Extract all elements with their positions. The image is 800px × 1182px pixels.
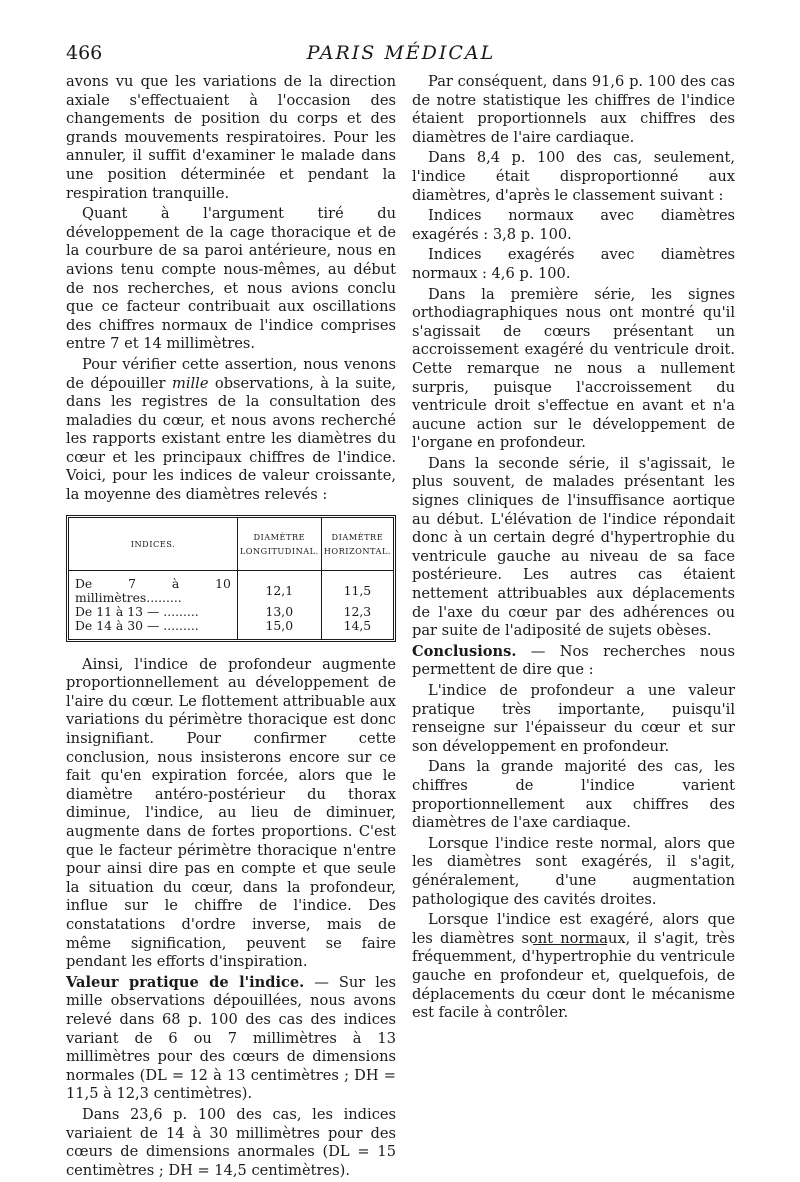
right-paragraph-7 (412, 643, 735, 680)
header-horizontal: DIAMÈTRE HORIZONTAL. (321, 518, 393, 571)
page-number: 466 (66, 42, 103, 64)
journal-title: PARIS MÉDICAL (306, 42, 496, 64)
right-paragraph-1: Par conséquent, dans 91,6 p. 100 des cas de notre statistique les chiffres de l'indice étaient proportionnels aux chiffres des diamètres de l'aire cardiaque. (412, 73, 735, 146)
header-indices: INDICES. (69, 518, 237, 571)
row-label: De 7 à 10 millimètres......... (75, 575, 231, 605)
row-horizontal: 14,5 (321, 619, 393, 639)
paragraph-text: Pour vérifier cette assertion, nous venons de dépouiller (66, 355, 396, 392)
left-column (66, 73, 396, 1182)
row-label: De 14 à 30 — ......... (75, 617, 199, 633)
table-row (69, 619, 393, 639)
section-heading: Valeur pratique de l'indice. (66, 973, 305, 991)
page-header (66, 42, 736, 70)
table-grid (69, 518, 393, 639)
right-paragraph-2: Dans 8,4 p. 100 des cas, seulement, l'indice était disproportionné aux diamètres, d'après le classement suivant : (412, 149, 735, 204)
right-paragraph-9: Dans la grande majorité des cas, les chiffres de l'indice varient proportionnellement aux chiffres des diamètres de l'axe cardiaque. (412, 758, 735, 832)
right-paragraph-11: Lorsque l'indice est exagéré, alors que les diamètres sont normaux, il s'agit, très fréquemment, d'hypertrophie du ventricule gauche en profondeur et, quelquefois, de déplacements du cœur dont le mécanisme est facile à contrôler. (412, 911, 735, 1022)
right-paragraph-8: L'indice de profondeur a une valeur pratique très importante, puisqu'il renseigne sur l'épaisseur du cœur et sur son développement en profondeur. (412, 682, 735, 755)
header-longitudinal: DIAMÈTRE LONGITUDINAL. (237, 518, 321, 571)
right-paragraph-4: Indices exagérés avec diamètres normaux : 4,6 p. 100. (412, 246, 735, 282)
right-paragraph-3: Indices normaux avec diamètres exagérés : 3,8 p. 100. (412, 207, 735, 243)
left-paragraph-2: Quant à l'argument tiré du développement de la cage thoracique et de la courbure de sa paroi antérieure, nous en avions tenu compte nous-mêmes, au début de nos recherches, et nous avions conclu que ce facteur contribuait aux oscillations des chiffres normaux de l'indice comprises entre 7 et 14 millimètres. (66, 205, 396, 353)
left-paragraph-4: Ainsi, l'indice de profondeur augmente proportionnellement au développement de l'aire du cœur. Le flottement attribuable aux variations du périmètre thoracique est donc insignifiant. Pour confirmer cette conclusion, nous insisterons encore sur ce fait qu'en expiration forcée, alors que le diamètre antéro-postérieur du thorax diminue, l'indice, au lieu de diminuer, augmente dans de fortes proportions. C'est que le facteur périmètre thoracique n'entre pour ainsi dire pas en compte et que seule la situation du cœur, dans la profondeur, influe sur le chiffre de l'indice. Des constatations d'ordre inverse, mais de même signification, peuvent se faire pendant les efforts d'inspiration. (66, 655, 396, 971)
paragraph-text: observations, à la suite, dans les registres de la consultation des maladies du cœur, et nous avons recherché les rapports existant entre les diamètres du cœur et les principaux chiffres de l'indice. Voici, pour les indices de valeur croissante, la moyenne des diamètres relevés : (66, 374, 396, 504)
paragraph-text: — Sur les mille observations dépouillées, nous avons relevé dans 68 p. 100 des cas des indices variant de 6 ou 7 millimètres à 13 millimètres pour des cœurs de dimensions normales (DL = 12 à 13 centimètres ; DH = 11,5 à 12,3 centimètres). (66, 973, 396, 1103)
table-header-row (69, 518, 393, 571)
end-rule (533, 944, 607, 945)
paragraph-text: — Nos recherches nous permettent de dire que : (412, 642, 735, 679)
row-horizontal: 11,5 (321, 570, 393, 605)
table-row (69, 570, 393, 605)
table-row (69, 605, 393, 619)
section-heading: Conclusions. (412, 642, 517, 660)
row-longitudinal: 13,0 (237, 605, 321, 619)
left-paragraph-1: avons vu que les variations de la direction axiale s'effectuaient à l'occasion des changements de position du corps et des grands mouvements respiratoires. Pour les annuler, il suffit d'examiner le malade dans une position déterminée et pendant la respiration tranquille. (66, 73, 396, 202)
emphasis-mille: mille (171, 374, 209, 392)
right-paragraph-10: Lorsque l'indice reste normal, alors que les diamètres sont exagérés, il s'agit, généralement, d'une augmentation pathologique des cavités droites. (412, 834, 735, 908)
left-paragraph-5 (66, 974, 396, 1104)
diameters-table (66, 515, 396, 642)
right-column (412, 73, 735, 1025)
row-longitudinal: 12,1 (237, 570, 321, 605)
row-horizontal: 12,3 (321, 605, 393, 619)
left-paragraph-3 (66, 356, 396, 505)
right-paragraph-5: Dans la première série, les signes orthodiagraphiques nous ont montré qu'il s'agissait de cœurs présentant un accroissement exagéré du ventricule droit. Cette remarque ne nous a nullement surpris, puisque l'accroissement du ventricule droit s'effectue en avant et n'a aucune action sur le développement de l'organe en profondeur. (412, 285, 735, 452)
row-label: De 11 à 13 — ......... (75, 603, 199, 619)
left-paragraph-6: Dans 23,6 p. 100 des cas, les indices variaient de 14 à 30 millimètres pour des cœurs de dimensions anormales (DL = 15 centimètres ; DH = 14,5 centimètres). (66, 1105, 396, 1179)
row-longitudinal: 15,0 (237, 619, 321, 639)
right-paragraph-6: Dans la seconde série, il s'agissait, le plus souvent, de malades présentant les signes cliniques de l'insuffisance aortique au début. L'élévation de l'indice répondait donc à un certain degré d'hypertrophie du ventricule gauche au niveau de sa face postérieure. Les autres cas étaient nettement attribuables aux déplacements de l'axe du cœur par des adhérences ou par suite de l'adiposité de sujets obèses. (412, 454, 735, 640)
